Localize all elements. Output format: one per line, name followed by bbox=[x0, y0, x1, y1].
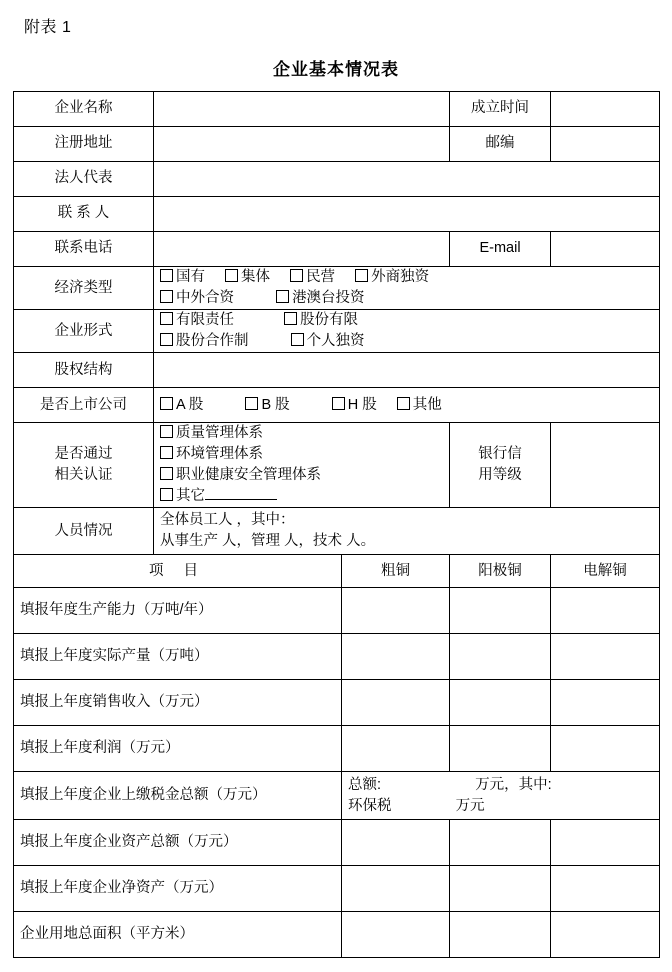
page-title: 企业基本情况表 bbox=[273, 60, 399, 79]
checkbox-cert-other[interactable]: 其它 bbox=[160, 486, 277, 507]
table-row bbox=[14, 820, 660, 866]
checkbox-econ-joint-venture[interactable]: 中外合资 bbox=[160, 288, 234, 309]
checkbox-cert-quality[interactable]: 质量管理体系 bbox=[160, 423, 263, 444]
checkbox-econ-hmt-invested[interactable]: 港澳台投资 bbox=[276, 288, 365, 309]
row-label-total-assets: 填报上年度企业资产总额（万元） bbox=[14, 820, 342, 866]
checkbox-icon bbox=[225, 269, 238, 282]
label-economic-type: 经济类型 bbox=[14, 267, 154, 310]
staff-line-breakdown: 从事生产 人，管理 人，技术 人。 bbox=[160, 533, 376, 550]
checkbox-icon bbox=[276, 290, 289, 303]
field-equity-structure[interactable] bbox=[154, 353, 660, 388]
label-certifications-line2: 相关认证 bbox=[54, 467, 113, 484]
label-bank-credit-rating bbox=[450, 423, 551, 508]
cell-capacity-anode[interactable] bbox=[450, 588, 551, 634]
checkbox-listed-other[interactable]: 其他 bbox=[397, 395, 442, 416]
label-certifications-line1: 是否通过 bbox=[54, 446, 113, 463]
table-row bbox=[14, 772, 660, 820]
table-row bbox=[14, 912, 660, 958]
label-equity-structure: 股权结构 bbox=[14, 353, 154, 388]
cell-sales-anode[interactable] bbox=[450, 680, 551, 726]
checkbox-form-stock-cooperative[interactable]: 股份合作制 bbox=[160, 331, 249, 352]
cell-land-blister[interactable] bbox=[342, 912, 450, 958]
field-legal-representative[interactable] bbox=[154, 162, 660, 197]
row-label-total-tax: 填报上年度企业上缴税金总额（万元） bbox=[14, 772, 342, 820]
checkbox-icon bbox=[355, 269, 368, 282]
company-basic-info-table bbox=[13, 91, 660, 958]
cell-profit-electrolytic[interactable] bbox=[551, 726, 660, 772]
label-company-name: 企业名称 bbox=[14, 92, 154, 127]
cell-output-anode[interactable] bbox=[450, 634, 551, 680]
cell-assets-electrolytic[interactable] bbox=[551, 820, 660, 866]
checkbox-icon bbox=[160, 446, 173, 459]
checkbox-icon bbox=[397, 397, 410, 410]
cell-sales-blister[interactable] bbox=[342, 680, 450, 726]
row-label-sales-revenue: 填报上年度销售收入（万元） bbox=[14, 680, 342, 726]
table-row-address bbox=[14, 127, 660, 162]
checkbox-icon bbox=[245, 397, 258, 410]
cell-sales-electrolytic[interactable] bbox=[551, 680, 660, 726]
label-legal-representative: 法人代表 bbox=[14, 162, 154, 197]
checkbox-icon bbox=[284, 312, 297, 325]
label-listed-company: 是否上市公司 bbox=[14, 388, 154, 423]
table-row-certifications bbox=[14, 423, 660, 508]
field-email[interactable] bbox=[551, 232, 660, 267]
table-row-economic-type bbox=[14, 267, 660, 310]
label-certifications bbox=[14, 423, 154, 508]
table-row bbox=[14, 726, 660, 772]
row-label-profit: 填报上年度利润（万元） bbox=[14, 726, 342, 772]
table-row bbox=[14, 680, 660, 726]
column-header-anode-copper: 阳极铜 bbox=[450, 555, 551, 588]
cell-capacity-blister[interactable] bbox=[342, 588, 450, 634]
field-postcode[interactable] bbox=[551, 127, 660, 162]
table-row-legal-rep bbox=[14, 162, 660, 197]
label-contact-phone: 联系电话 bbox=[14, 232, 154, 267]
label-registered-address: 注册地址 bbox=[14, 127, 154, 162]
field-certifications bbox=[154, 423, 450, 508]
checkbox-icon bbox=[160, 467, 173, 480]
checkbox-econ-foreign-owned[interactable]: 外商独资 bbox=[355, 267, 429, 288]
cell-land-anode[interactable] bbox=[450, 912, 551, 958]
table-row-company-name bbox=[14, 92, 660, 127]
tax-total-label: 总额: bbox=[348, 776, 382, 793]
cell-assets-blister[interactable] bbox=[342, 820, 450, 866]
table-row-listed-company bbox=[14, 388, 660, 423]
column-header-electrolytic-copper: 电解铜 bbox=[551, 555, 660, 588]
field-contact-phone[interactable] bbox=[154, 232, 450, 267]
field-registered-address[interactable] bbox=[154, 127, 450, 162]
table-row-equity-structure bbox=[14, 353, 660, 388]
cell-net-assets-anode[interactable] bbox=[450, 866, 551, 912]
tax-environment-label: 环保税 bbox=[348, 797, 392, 814]
table-row bbox=[14, 634, 660, 680]
cell-land-electrolytic[interactable] bbox=[551, 912, 660, 958]
checkbox-listed-a-share[interactable]: A 股 bbox=[160, 395, 203, 416]
cell-total-tax-detail[interactable] bbox=[342, 772, 660, 820]
cell-output-electrolytic[interactable] bbox=[551, 634, 660, 680]
checkbox-icon bbox=[160, 269, 173, 282]
cell-assets-anode[interactable] bbox=[450, 820, 551, 866]
checkbox-econ-state-owned[interactable]: 国有 bbox=[160, 267, 205, 288]
field-staff-status[interactable] bbox=[154, 508, 660, 555]
table-header-row bbox=[14, 555, 660, 588]
field-listed-company bbox=[154, 388, 660, 423]
label-company-form: 企业形式 bbox=[14, 310, 154, 353]
checkbox-econ-private[interactable]: 民营 bbox=[290, 267, 335, 288]
tax-environment-unit: 万元 bbox=[455, 797, 485, 814]
field-established-date[interactable] bbox=[551, 92, 660, 127]
cell-capacity-electrolytic[interactable] bbox=[551, 588, 660, 634]
checkbox-listed-b-share[interactable]: B 股 bbox=[245, 395, 289, 416]
field-bank-credit-rating[interactable] bbox=[551, 423, 660, 508]
checkbox-icon bbox=[160, 290, 173, 303]
field-contact-person[interactable] bbox=[154, 197, 660, 232]
label-email: E-mail bbox=[450, 232, 551, 267]
field-company-name[interactable] bbox=[154, 92, 450, 127]
checkbox-icon bbox=[160, 397, 173, 410]
checkbox-icon bbox=[290, 269, 303, 282]
label-postcode: 邮编 bbox=[450, 127, 551, 162]
label-established-date: 成立时间 bbox=[450, 92, 551, 127]
cell-profit-blister[interactable] bbox=[342, 726, 450, 772]
field-cert-other-text[interactable] bbox=[205, 486, 277, 500]
row-label-net-assets: 填报上年度企业净资产（万元） bbox=[14, 866, 342, 912]
cell-net-assets-blister[interactable] bbox=[342, 866, 450, 912]
row-label-production-capacity: 填报年度生产能力（万吨/年） bbox=[14, 588, 342, 634]
attachment-label: 附表 1 bbox=[24, 19, 72, 36]
checkbox-icon bbox=[160, 312, 173, 325]
row-label-land-area: 企业用地总面积（平方米） bbox=[14, 912, 342, 958]
checkbox-cert-environment[interactable]: 环境管理体系 bbox=[160, 444, 263, 465]
checkbox-icon bbox=[160, 488, 173, 501]
field-company-form bbox=[154, 310, 660, 353]
table-row-contact-phone bbox=[14, 232, 660, 267]
table-row-contact-person bbox=[14, 197, 660, 232]
label-staff-status: 人员情况 bbox=[14, 508, 154, 555]
checkbox-econ-collective[interactable]: 集体 bbox=[225, 267, 270, 288]
checkbox-cert-ohs[interactable]: 职业健康安全管理体系 bbox=[160, 465, 321, 486]
checkbox-icon bbox=[160, 333, 173, 346]
field-economic-type bbox=[154, 267, 660, 310]
checkbox-form-joint-stock[interactable]: 股份有限 bbox=[284, 310, 358, 331]
checkbox-form-limited-liability[interactable]: 有限责任 bbox=[160, 310, 234, 331]
table-row-staff bbox=[14, 508, 660, 555]
table-row bbox=[14, 866, 660, 912]
checkbox-icon bbox=[332, 397, 345, 410]
column-header-blister-copper: 粗铜 bbox=[342, 555, 450, 588]
cell-profit-anode[interactable] bbox=[450, 726, 551, 772]
table-row bbox=[14, 588, 660, 634]
checkbox-icon bbox=[291, 333, 304, 346]
cell-net-assets-electrolytic[interactable] bbox=[551, 866, 660, 912]
label-bank-credit-line2: 用等级 bbox=[478, 467, 522, 484]
checkbox-icon bbox=[160, 425, 173, 438]
checkbox-listed-h-share[interactable]: H 股 bbox=[332, 395, 377, 416]
row-label-actual-output: 填报上年度实际产量（万吨） bbox=[14, 634, 342, 680]
cell-output-blister[interactable] bbox=[342, 634, 450, 680]
checkbox-form-sole-proprietorship[interactable]: 个人独资 bbox=[291, 331, 365, 352]
label-contact-person: 联 系 人 bbox=[14, 197, 154, 232]
column-header-item: 项 目 bbox=[14, 555, 342, 588]
label-bank-credit-line1: 银行信 bbox=[478, 446, 522, 463]
tax-total-unit: 万元，其中: bbox=[475, 776, 552, 793]
table-row-company-form bbox=[14, 310, 660, 353]
staff-line-total: 全体员工人 ，其中： bbox=[160, 512, 295, 529]
